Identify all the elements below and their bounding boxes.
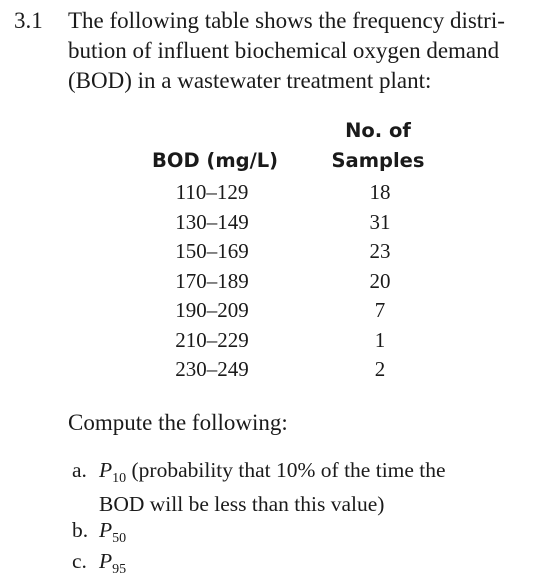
percentile-subscript: 50 [112,531,127,546]
question-a [72,455,532,519]
range-cell: 230–249 [175,357,249,381]
range-cell: 190–209 [175,298,249,322]
count-cell: 20 [369,268,391,293]
intro-line: The following table shows the frequency distri- [68,8,505,33]
question-c [72,546,126,580]
range-cell: 150–169 [175,239,249,263]
header-samples-line2: Samples [331,149,425,172]
count-cell: 7 [374,298,386,322]
percentile-symbol: P [99,458,113,482]
header-samples [329,116,427,176]
range-cell: 110–129 [175,180,249,204]
range-cell: 210–229 [175,327,249,352]
count-cell: 2 [374,357,386,381]
range-column [152,178,272,385]
count-cell: 1 [374,327,386,352]
count-cell: 18 [369,180,391,204]
question-text-continued: BOD will be less than this value) [99,492,385,516]
percentile-symbol: P [99,518,113,542]
question-text: (probability that 10% of the time the [126,458,446,482]
percentile-subscript: 95 [112,562,127,577]
header-samples-line1: No. of [345,119,411,142]
intro-line: bution of influent biochemical oxygen demand [68,38,500,63]
count-cell: 31 [369,209,391,234]
count-column [338,178,422,385]
question-marker: b. [72,518,89,542]
problem-number: 3.1 [14,8,43,33]
question-marker: a. [72,458,87,482]
percentile-symbol: P [99,549,113,573]
range-cell: 130–149 [175,209,249,234]
question-b [72,515,126,549]
header-bod: BOD (mg/L) [152,149,279,172]
problem-intro [68,6,528,96]
range-cell: 170–189 [175,268,249,293]
question-marker: c. [72,549,87,573]
compute-lead: Compute the following: [68,410,288,435]
percentile-subscript: 10 [112,471,127,486]
count-cell: 23 [369,239,391,263]
intro-line: (BOD) in a wastewater treatment plant: [68,68,432,93]
